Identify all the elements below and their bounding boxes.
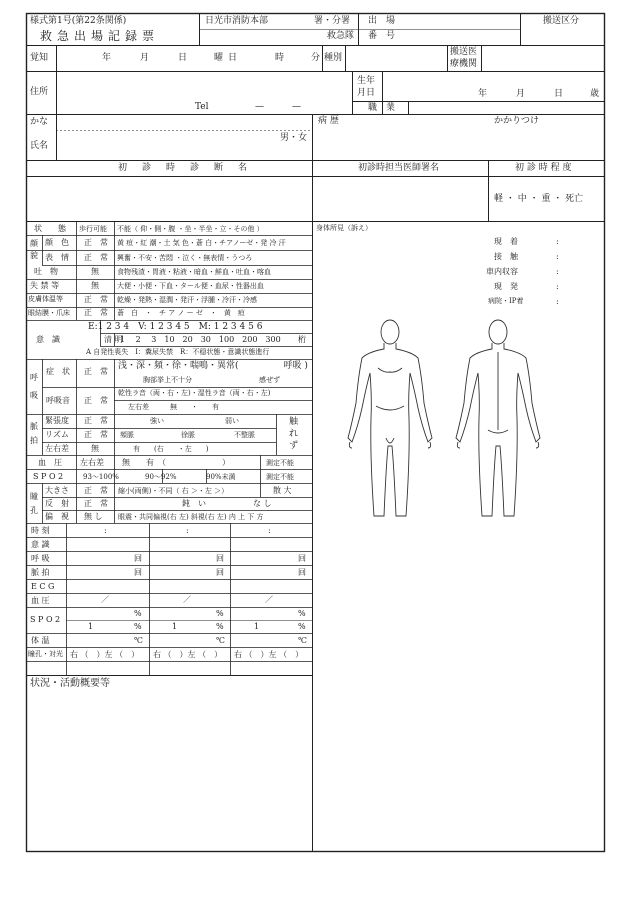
gaze-none: 無 し: [84, 512, 103, 521]
age-label: 歳: [590, 89, 600, 99]
awareness-minute-label: 分: [311, 53, 321, 63]
timeline-pulse-unit-1: 回: [134, 568, 142, 577]
timeline-spo2-pct-6: %: [298, 622, 306, 631]
spo2-unmeasurable: 測定不能: [266, 473, 294, 481]
spo2-label: S P O 2: [33, 472, 64, 481]
pupil-reflex-sluggish: 鈍 い: [182, 499, 206, 508]
station-label: 署・分署: [314, 16, 351, 26]
severity-options: 軽 ・ 中 ・ 重 ・ 死亡: [494, 194, 584, 204]
timeline-time-colon-1: :: [104, 526, 107, 535]
pulse-tachy: 頻脈: [120, 431, 134, 439]
chest-rise-label: 胸部挙上不十分: [143, 376, 192, 384]
pulse-tension-label: 緊張度: [45, 416, 69, 425]
hospital-label-1: 搬送医: [450, 47, 478, 57]
birth-day-label: 日: [554, 89, 564, 99]
timeline-temp-unit-1: ℃: [134, 636, 143, 645]
timeline-temp-unit-2: ℃: [216, 636, 225, 645]
timeline-resp-unit-3: 回: [298, 554, 306, 563]
timeline-spo2-label: S P O 2: [30, 615, 61, 624]
pulse-palp-2: れ: [289, 429, 299, 439]
pulse-brady: 徐脈: [181, 431, 195, 439]
timeline-pulse-unit-3: 回: [298, 568, 306, 577]
timeline-spo2-pct-2: %: [216, 609, 224, 618]
timeline-bp-label: 血 圧: [31, 596, 50, 605]
findings-item-arrival: 現 着: [494, 237, 518, 246]
birth-label-2: 月日: [357, 88, 376, 98]
findings-item-hospital: 病院・IP着: [488, 297, 524, 305]
awareness-weekday-label: 曜日: [214, 53, 243, 63]
timeline-resp-unit-1: 回: [134, 554, 142, 563]
pupil-reflex-none: な し: [253, 499, 272, 508]
pupil-size-normal: 正 常: [84, 486, 108, 495]
jcs-clear-label: 清 明: [104, 335, 123, 344]
breath-sound-label: 呼吸音: [46, 396, 70, 405]
vomit-label: 吐 物: [34, 267, 58, 276]
body-back-diagram-icon[interactable]: [448, 318, 548, 522]
jcs-unit: 桁: [298, 335, 306, 344]
timeline-bp-slash-3: ／: [265, 595, 273, 604]
jcs-values: 1 2 3 10 20 30 100 200 300: [120, 335, 281, 344]
pulse-palp-3: ず: [289, 441, 299, 451]
awareness-year-label: 年: [102, 53, 112, 63]
findings-colon-1: :: [556, 237, 559, 246]
bp-lr-label: 左右差: [80, 458, 104, 467]
pulse-lr-label: 左右差: [45, 444, 69, 453]
breath-lr-diff: 左右差 無 ・ 有: [128, 403, 219, 411]
gcs-scale: E:1 2 3 4 V: 1 2 3 4 5 M: 1 2 3 4 5 6: [88, 322, 263, 332]
activity-summary-area[interactable]: [30, 694, 600, 848]
address-label: 住所: [30, 87, 49, 97]
pupil-label-2: 孔: [30, 506, 38, 515]
tel-dash-2: —: [292, 102, 301, 112]
findings-colon-2: :: [556, 252, 559, 261]
gaze-label: 偏 視: [45, 512, 69, 521]
timeline-pupil-entry-3: 右 （ ）左 （ ）: [234, 650, 304, 659]
findings-colon-4: :: [556, 282, 559, 291]
pupil-reflex-normal: 正 常: [84, 499, 108, 508]
pulse-rhythm-normal: 正 常: [84, 430, 108, 439]
timeline-pulse-label: 脈 拍: [31, 568, 50, 577]
findings-item-departure: 現 発: [494, 282, 518, 291]
pulse-label-1: 脈: [30, 422, 38, 431]
expression-options: 興奮・不安・苦悶 ・泣く・無表情・うつろ: [117, 254, 253, 262]
skin-label: 皮膚体温等: [28, 295, 63, 303]
consciousness-notes: A 自発性喪失 I：糞尿失禁 R：不穏状態・意識状態進行: [86, 348, 270, 356]
birth-year-label: 年: [478, 89, 488, 99]
incontinence-options: 大便・小便・下血・タール便・血尿・性器出血: [117, 282, 264, 290]
activity-summary-label: 状況・活動概要等: [30, 678, 110, 689]
timeline-time-colon-3: :: [268, 526, 271, 535]
pupil-reflex-label: 反 射: [45, 499, 69, 508]
timeline-spo2-pct-5: %: [216, 622, 224, 631]
timeline-time-label: 時 刻: [31, 526, 50, 535]
state-options: 不能（ 仰・側・腹 ・坐・半坐・立・その他 ）: [117, 225, 264, 233]
sex-options: 男・女: [280, 133, 308, 143]
expression-normal: 正 常: [84, 253, 108, 262]
conjunctiva-normal: 正 常: [84, 308, 108, 317]
timeline-spo2-one-2: 1: [172, 622, 178, 631]
pulse-rhythm-label: リズム: [45, 430, 69, 439]
state-label: 状 態: [34, 224, 66, 233]
transport-type-label: 搬送区分: [543, 16, 580, 26]
pulse-lr-none: 無: [91, 444, 99, 453]
timeline-bp-slash-1: ／: [101, 595, 109, 604]
tel-dash-1: —: [255, 102, 264, 112]
findings-colon-5: :: [556, 297, 559, 306]
initial-diagnosis-label: 初 診 時 診 断 名: [118, 163, 251, 173]
timeline-pupil-entry-2: 右 （ ）左 （ ）: [153, 650, 223, 659]
timeline-pupil-label: 瞳孔・対光: [28, 650, 63, 658]
expression-label: 表 情: [45, 253, 69, 262]
tel-label: Tel: [195, 102, 209, 112]
findings-item-loading: 車内収容: [486, 267, 518, 276]
timeline-spo2-one-1: 1: [88, 622, 94, 631]
timeline-pupil-entry-1: 右 （ ）左 （ ）: [70, 650, 140, 659]
spo2-option-2: 90〜92%: [145, 473, 177, 481]
respiration-normal: 正 常: [84, 367, 108, 376]
timeline-resp-unit-2: 回: [216, 554, 224, 563]
timeline-pulse-unit-2: 回: [216, 568, 224, 577]
fire-department-name: 日光市消防本部: [205, 16, 269, 26]
pulse-weak: 弱い: [225, 417, 239, 425]
pulse-lr-options: 有 (右 ・左 ): [133, 445, 209, 453]
timeline-temp-label: 体 温: [31, 636, 50, 645]
bp-unmeasurable: 測定不能: [266, 459, 294, 467]
conjunctiva-label: 眼結膜・爪床: [28, 309, 70, 317]
timeline-temp-unit-3: ℃: [298, 636, 307, 645]
occupation-label: 職 業: [368, 103, 396, 113]
conjunctiva-options: 蒼 白 ・ チ ア ノ ー ゼ ・ 黄 疸: [117, 309, 245, 317]
skin-options: 乾燥・発熱・湿潤・発汗・浮腫・冷汗・冷感: [117, 296, 257, 304]
vomit-none: 無: [91, 267, 99, 276]
team-label: 救急隊: [327, 31, 355, 41]
breath-sound-options: 乾性ラ音（両・右・左)・湿性ラ音（両・右・左): [118, 389, 271, 397]
form-number: 様式第1号(第22条関係): [30, 16, 127, 26]
form-title: 救急出場記録票: [40, 29, 160, 43]
timeline-resp-label: 呼 吸: [31, 554, 50, 563]
face-color-normal: 正 常: [84, 238, 108, 247]
consciousness-label: 意 識: [36, 335, 60, 344]
pulse-strong: 強い: [150, 417, 164, 425]
awareness-month-label: 月: [140, 53, 150, 63]
medical-history-label: 病 歴: [318, 116, 339, 126]
pulse-tension-normal: 正 常: [84, 416, 108, 425]
timeline-spo2-pct-4: %: [134, 622, 142, 631]
pupil-size-options: 縮小(両側)・不同（ 右 ＞・左 ＞）: [118, 487, 229, 495]
awareness-day-label: 日: [178, 53, 188, 63]
family-doctor-label: かかりつけ: [494, 116, 540, 126]
doctor-signature-label: 初診時担当医師署名: [358, 163, 440, 173]
timeline-spo2-pct-1: %: [134, 609, 142, 618]
pupil-size-label: 大きさ: [45, 486, 69, 495]
findings-item-contact: 接 触: [494, 252, 518, 261]
timeline-spo2-pct-3: %: [298, 609, 306, 618]
timeline-bp-slash-2: ／: [183, 595, 191, 604]
dispatch-number-label-2: 番 号: [368, 31, 396, 41]
timeline-spo2-one-3: 1: [254, 622, 260, 631]
incontinence-label: 失 禁 等: [30, 281, 60, 290]
respiration-label-1: 呼: [30, 373, 38, 382]
timeline-time-colon-2: :: [186, 526, 189, 535]
respiration-options: 浅・深・頻・徐・喘鳴・異常( 呼吸 ): [118, 361, 308, 371]
gaze-options: 眼震・共同偏視(右 左) 斜視(右 左) 内 上 下 方: [118, 513, 264, 521]
respiration-label-2: 吸: [30, 391, 38, 400]
vomit-options: 食物残渣・胃液・粘液・暗血・鮮血・吐血・喀血: [117, 268, 271, 276]
bp-options: 無 有 （ ）: [122, 458, 230, 467]
timeline-conscious-label: 意 識: [31, 540, 50, 549]
body-findings-label: 身体所見（訴え）: [316, 224, 372, 232]
kana-label: かな: [30, 117, 49, 127]
pulse-palp-1: 触: [289, 417, 299, 427]
bp-label: 血 圧: [38, 458, 62, 467]
pupil-dilated: 散 大: [273, 486, 292, 495]
initial-severity-label: 初 診 時 程 度: [515, 163, 572, 173]
name-label: 氏名: [30, 141, 49, 151]
birth-month-label: 月: [516, 89, 526, 99]
timeline-ecg-label: E C G: [31, 582, 55, 591]
awareness-label: 覚知: [30, 53, 49, 63]
walkable-label: 歩行可能: [79, 225, 107, 233]
spo2-option-3: 90%未満: [206, 473, 236, 481]
breath-sound-normal: 正 常: [84, 396, 108, 405]
no-feel-label: 感ぜず: [259, 376, 280, 384]
incident-type-label: 種別: [324, 53, 343, 63]
pulse-label-2: 拍: [30, 436, 38, 445]
birth-label-1: 生年: [357, 76, 376, 86]
face-color-options: 黄 疸・紅 潮・土 気 色・蒼 白・チアノーゼ・発 冷 汗: [117, 239, 286, 247]
face-label-2: 貌: [30, 251, 38, 260]
pupil-label-1: 瞳: [30, 492, 38, 501]
face-label-1: 顔: [30, 239, 38, 248]
respiration-symptom-label: 症 状: [46, 367, 70, 376]
incontinence-none: 無: [91, 281, 99, 290]
awareness-hour-label: 時: [275, 53, 285, 63]
skin-normal: 正 常: [84, 295, 108, 304]
pulse-irregular: 不整脈: [234, 431, 255, 439]
face-color-label: 顔 色: [45, 238, 69, 247]
hospital-label-2: 療機関: [450, 59, 478, 69]
findings-colon-3: :: [556, 267, 559, 276]
dispatch-number-label-1: 出 場: [368, 16, 396, 26]
spo2-option-1: 93〜100%: [83, 473, 119, 481]
body-front-diagram-icon[interactable]: [340, 318, 440, 522]
